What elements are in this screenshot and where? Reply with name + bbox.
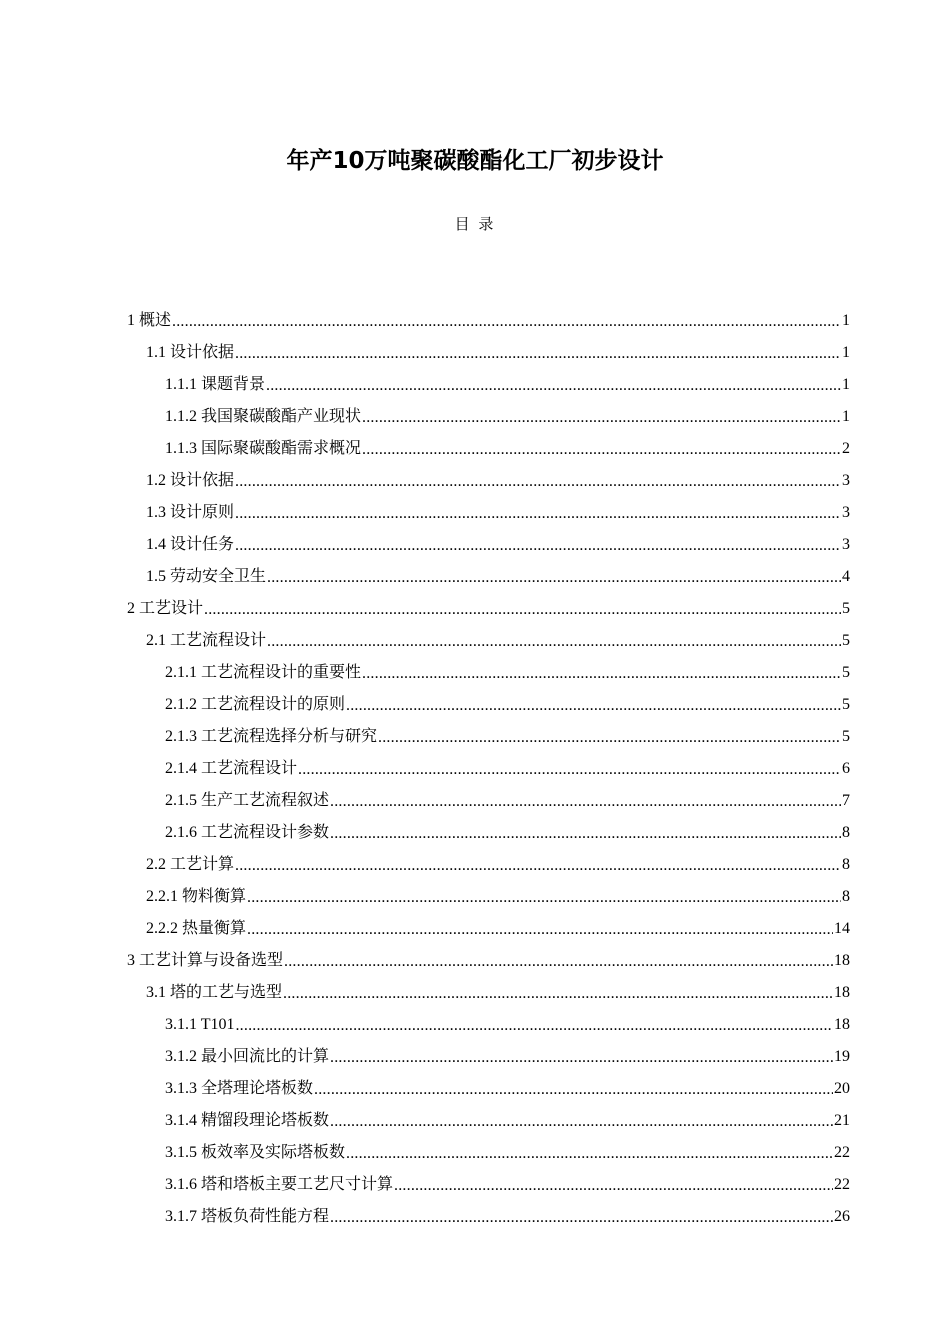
toc-entry-page-number: 21 bbox=[834, 1112, 850, 1129]
toc-entry[interactable] bbox=[0, 625, 950, 657]
toc-heading: 目 录 bbox=[454, 215, 496, 233]
toc-dot-leader bbox=[314, 1074, 833, 1106]
toc-entry[interactable] bbox=[0, 337, 950, 369]
toc-entry-label: 1.1.2 我国聚碳酸酯产业现状 bbox=[165, 408, 362, 425]
toc-dot-leader bbox=[267, 626, 841, 658]
toc-entry-label: 3.1.6 塔和塔板主要工艺尺寸计算 bbox=[165, 1176, 394, 1193]
toc-dot-leader bbox=[346, 690, 841, 722]
toc-dot-leader bbox=[298, 754, 841, 786]
toc-dot-leader bbox=[330, 786, 841, 818]
toc-dot-leader bbox=[362, 434, 841, 466]
toc-entry[interactable] bbox=[0, 1073, 950, 1105]
toc-dot-leader bbox=[204, 594, 841, 626]
toc-entry[interactable] bbox=[0, 817, 950, 849]
toc-dot-leader bbox=[378, 722, 841, 754]
toc-dot-leader bbox=[235, 466, 841, 498]
toc-entry-label: 3.1 塔的工艺与选型 bbox=[146, 984, 283, 1001]
toc-entry[interactable] bbox=[0, 369, 950, 401]
toc-entry-label: 1.4 设计任务 bbox=[146, 536, 235, 553]
toc-entry[interactable] bbox=[0, 401, 950, 433]
toc-entry[interactable] bbox=[0, 753, 950, 785]
toc-entry-label: 3.1.4 精馏段理论塔板数 bbox=[165, 1112, 330, 1129]
toc-entry-page-number: 7 bbox=[842, 792, 850, 809]
toc-entry[interactable] bbox=[0, 785, 950, 817]
toc-entry-page-number: 5 bbox=[842, 728, 850, 745]
toc-entry-page-number: 8 bbox=[842, 888, 850, 905]
toc-entry[interactable] bbox=[0, 433, 950, 465]
toc-entry-page-number: 18 bbox=[834, 984, 850, 1001]
toc-entry-page-number: 5 bbox=[842, 696, 850, 713]
toc-entry-page-number: 8 bbox=[842, 824, 850, 841]
toc-dot-leader bbox=[330, 818, 841, 850]
toc-entry-page-number: 1 bbox=[842, 312, 850, 329]
toc-entry[interactable] bbox=[0, 849, 950, 881]
toc-entry[interactable] bbox=[0, 1137, 950, 1169]
toc-entry-page-number: 5 bbox=[842, 632, 850, 649]
toc-entry[interactable] bbox=[0, 913, 950, 945]
toc-dot-leader bbox=[362, 658, 841, 690]
toc-entry-label: 3.1.1 T101 bbox=[165, 1016, 235, 1033]
toc-entry-label: 2.1.2 工艺流程设计的原则 bbox=[165, 696, 346, 713]
toc-entry[interactable] bbox=[0, 529, 950, 561]
toc-dot-leader bbox=[235, 338, 841, 370]
toc-entry-page-number: 8 bbox=[842, 856, 850, 873]
toc-entry-label: 2.1.6 工艺流程设计参数 bbox=[165, 824, 330, 841]
toc-entry-page-number: 3 bbox=[842, 536, 850, 553]
toc-entry-page-number: 4 bbox=[842, 568, 850, 585]
toc-dot-leader bbox=[266, 370, 841, 402]
toc-dot-leader bbox=[283, 978, 833, 1010]
toc-entry-label: 2 工艺设计 bbox=[127, 600, 204, 617]
toc-dot-leader bbox=[284, 946, 833, 978]
toc-entry-page-number: 2 bbox=[842, 440, 850, 457]
toc-entry-page-number: 19 bbox=[834, 1048, 850, 1065]
toc-dot-leader bbox=[330, 1202, 833, 1234]
toc-entry-label: 2.2.1 物料衡算 bbox=[146, 888, 247, 905]
toc-entry-page-number: 14 bbox=[834, 920, 850, 937]
toc-entry[interactable] bbox=[0, 689, 950, 721]
toc-entry[interactable] bbox=[0, 1201, 950, 1233]
toc-entry[interactable] bbox=[0, 1105, 950, 1137]
toc-entry-label: 3 工艺计算与设备选型 bbox=[127, 952, 284, 969]
toc-entry-label: 1.3 设计原则 bbox=[146, 504, 235, 521]
toc-entry[interactable] bbox=[0, 305, 950, 337]
toc-entry-page-number: 5 bbox=[842, 664, 850, 681]
toc-entry-label: 3.1.3 全塔理论塔板数 bbox=[165, 1080, 314, 1097]
toc-entry-page-number: 1 bbox=[842, 376, 850, 393]
toc-entry-page-number: 20 bbox=[834, 1080, 850, 1097]
toc-entry-label: 3.1.2 最小回流比的计算 bbox=[165, 1048, 330, 1065]
toc-entry-page-number: 3 bbox=[842, 472, 850, 489]
toc-entry[interactable] bbox=[0, 977, 950, 1009]
toc-entry[interactable] bbox=[0, 593, 950, 625]
toc-dot-leader bbox=[172, 306, 841, 338]
toc-entry-page-number: 22 bbox=[834, 1176, 850, 1193]
toc-dot-leader bbox=[235, 1010, 833, 1042]
toc-entry-label: 2.1.1 工艺流程设计的重要性 bbox=[165, 664, 362, 681]
toc-entry-page-number: 3 bbox=[842, 504, 850, 521]
table-of-contents bbox=[0, 305, 950, 1233]
toc-entry-page-number: 1 bbox=[842, 408, 850, 425]
toc-entry-page-number: 1 bbox=[842, 344, 850, 361]
toc-entry[interactable] bbox=[0, 657, 950, 689]
toc-dot-leader bbox=[247, 882, 841, 914]
toc-entry-label: 2.1 工艺流程设计 bbox=[146, 632, 267, 649]
toc-entry-label: 1 概述 bbox=[127, 312, 172, 329]
toc-entry-label: 1.1 设计依据 bbox=[146, 344, 235, 361]
toc-entry-label: 3.1.7 塔板负荷性能方程 bbox=[165, 1208, 330, 1225]
toc-dot-leader bbox=[330, 1042, 833, 1074]
toc-entry-label: 2.1.5 生产工艺流程叙述 bbox=[165, 792, 330, 809]
toc-entry-page-number: 5 bbox=[842, 600, 850, 617]
toc-entry-page-number: 18 bbox=[834, 1016, 850, 1033]
toc-entry[interactable] bbox=[0, 721, 950, 753]
toc-entry-label: 2.1.4 工艺流程设计 bbox=[165, 760, 298, 777]
toc-dot-leader bbox=[330, 1106, 833, 1138]
toc-entry[interactable] bbox=[0, 881, 950, 913]
toc-entry-label: 1.1.3 国际聚碳酸酯需求概况 bbox=[165, 440, 362, 457]
toc-entry-page-number: 18 bbox=[834, 952, 850, 969]
toc-dot-leader bbox=[235, 498, 841, 530]
toc-entry[interactable] bbox=[0, 465, 950, 497]
toc-entry-label: 1.2 设计依据 bbox=[146, 472, 235, 489]
document-title: 年产10万吨聚碳酸酯化工厂初步设计 bbox=[286, 148, 664, 174]
toc-entry-page-number: 22 bbox=[834, 1144, 850, 1161]
toc-entry[interactable] bbox=[0, 497, 950, 529]
toc-dot-leader bbox=[247, 914, 833, 946]
toc-dot-leader bbox=[267, 562, 841, 594]
toc-entry[interactable] bbox=[0, 1009, 950, 1041]
toc-dot-leader bbox=[235, 850, 841, 882]
toc-dot-leader bbox=[235, 530, 841, 562]
toc-entry-page-number: 26 bbox=[834, 1208, 850, 1225]
toc-entry[interactable] bbox=[0, 945, 950, 977]
toc-entry[interactable] bbox=[0, 1169, 950, 1201]
toc-entry-label: 2.2.2 热量衡算 bbox=[146, 920, 247, 937]
toc-entry-label: 1.1.1 课题背景 bbox=[165, 376, 266, 393]
toc-entry-page-number: 6 bbox=[842, 760, 850, 777]
toc-entry-label: 1.5 劳动安全卫生 bbox=[146, 568, 267, 585]
toc-entry-label: 3.1.5 板效率及实际塔板数 bbox=[165, 1144, 346, 1161]
toc-entry-label: 2.2 工艺计算 bbox=[146, 856, 235, 873]
toc-dot-leader bbox=[346, 1138, 833, 1170]
toc-entry[interactable] bbox=[0, 561, 950, 593]
toc-dot-leader bbox=[362, 402, 841, 434]
toc-dot-leader bbox=[394, 1170, 833, 1202]
toc-entry-label: 2.1.3 工艺流程选择分析与研究 bbox=[165, 728, 378, 745]
toc-entry[interactable] bbox=[0, 1041, 950, 1073]
